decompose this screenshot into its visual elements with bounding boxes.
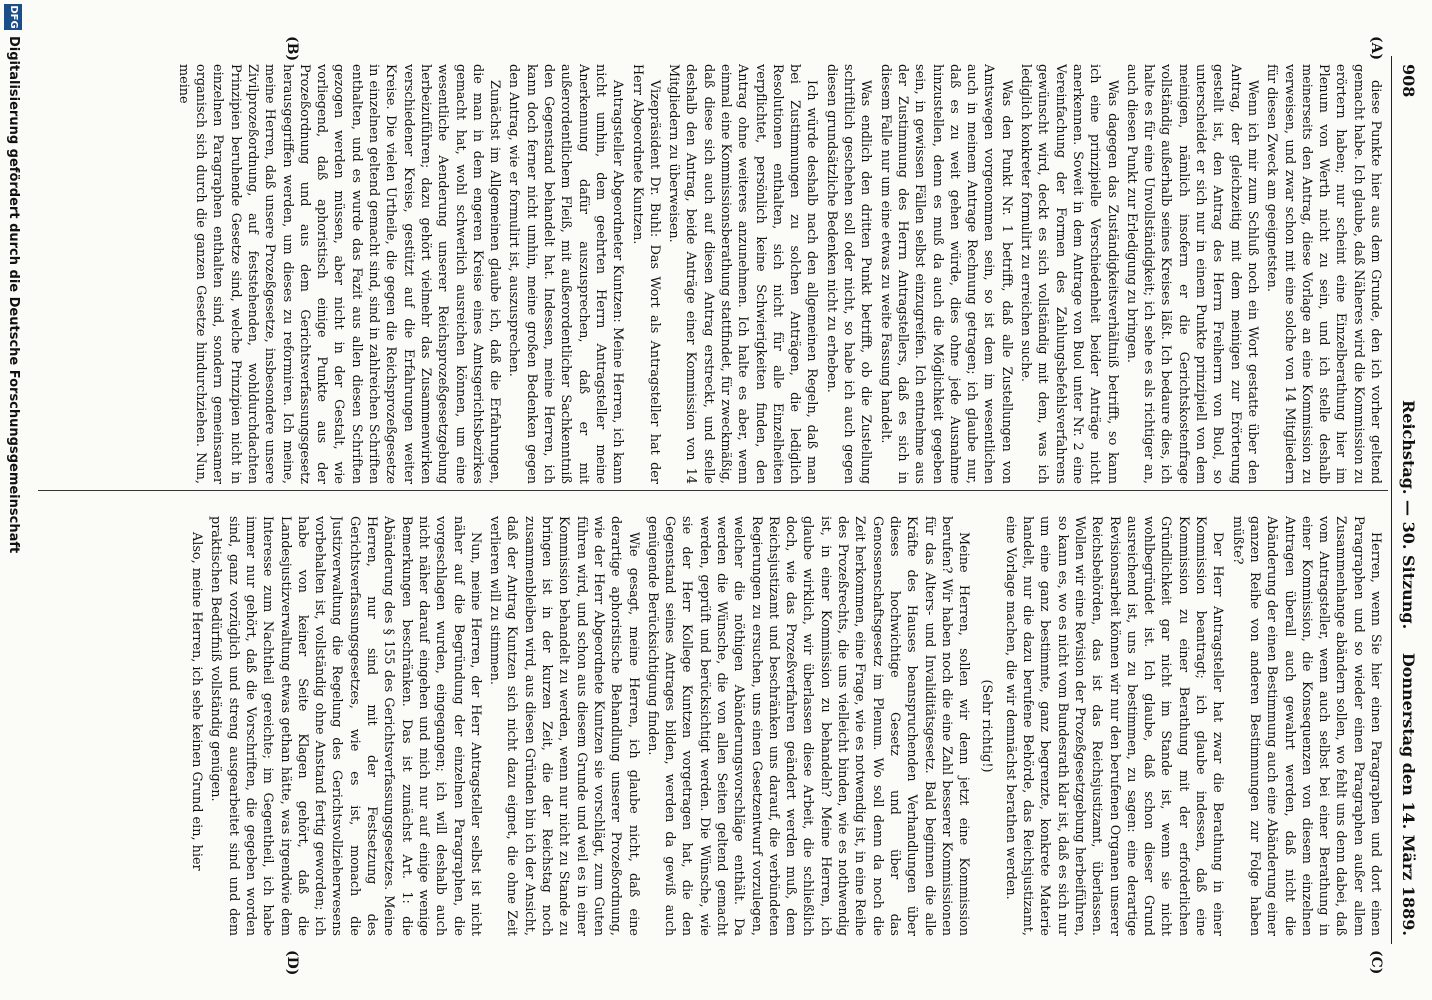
marker-b: (B) <box>284 36 300 62</box>
dfg-logo: DFG <box>4 4 22 30</box>
paragraph: Was dagegen das Zuständigkeitsverhältniß betrifft, so kann ich eine prinzipielle Verschiedenheit beider Anträge nicht anerkennen. Soweit in dem Antrage von Buol unter Nr. 2 eine Vereinfachung der Formen des Zahlungsbefehlsverfahrens gewünscht wird, deckt es sich vollständig mit dem, was ich lediglich konkreter formulirt zu erreichen suche. <box>1018 64 1120 484</box>
paragraph: Wie gesagt, meine Herren, ich glaube nicht, daß eine derartige aphoristische Behandlung unserer Prozeßordnung, wie der Herr Abgeordnete Kuntzen sie vorschlägt, zum Guten führen wird, und schon aus diesem Grunde und weil es in einer Kommission behandelt zu werden, wenn nur nicht zu Stande zu bringen ist in der kurzen Zeit, die der Reichstag noch zusammenbleiben wird, aus diesen Gründen bin ich der Ansicht, daß der Antrag Kuntzen sich nicht dazu eignet, die ohne Zeit verlieren will zu stimmen. <box>487 516 641 936</box>
column-divider <box>38 490 1388 491</box>
paragraph: Ich würde deshalb nach den allgemeinen Regeln, daß man bei Zustimmungen zu solchen Anträgen, die lediglich Resolutionen enthalten, sich nicht für alle Einzelheiten verpflichtet, persönlich keine Schwierigkeiten finden, den Antrag ohne weiteres anzunehmen. Ich halte es aber, wenn einmal eine Kommissionsberathung stattfindet, für zweckmäßig, daß diese sich auch auf diesen Antrag erstreckt, und stelle deshalb den Antrag, beide Anträge einer Kommission von 14 Mitgliedern zu überweisen. <box>666 64 820 484</box>
paragraph: Nun, meine Herren, der Herr Antragsteller selbst ist nicht näher auf die Begründung der einzelnen Paragraphen, die vorgeschlagen wurden, eingegangen; ich will deshalb auch nicht näher darauf eingehen und mich nur auf einige wenige Bemerkungen beschränken. Das ist zunächst Art. 1: die Abänderung des § 155 des Gerichtsverfassungsgesetzes. Meine Herren, nur sind mit der Festsetzung des Gerichtsverfassungsgesetzes, wie es ist, monach die Justizverwaltung die Regelung des Gerichtsvollzieherwesens vorbehalten ist, vollständig ohne Anstand fertig geworden; ich habe von keiner Seite Klagen gehört, daß die Landesjustizverwaltung etwas gethan hätte, was irgendwie dem Interesse zum Nachtheil gereichte; im Gegentheil, ich habe immer nur gehört, daß die Vorschriften, die gegeben worden sind, ganz vorzüglich und streng ausgearbeitet sind und dem praktischen Bedürfniß vollständig genügen. <box>208 516 483 936</box>
paragraph: Meine Herren, sollen wir denn jetzt eine Kommission berufen? Wir haben noch die eine Zahl besserer Kommissionen für das Alters- und Invaliditätsgesetz. Bald beginnen die alle Kräfte des Hauses beanspruchenden Verhandlungen über dieses hochwichtige Gesetz und über das Genossenschaftsgesetz im Plenum. Wo soll denn da noch die Zeit herkommen, eine Frage, wie es notwendig ist, in eine Reihe des Prozeßrechts, die uns vielleicht binden, wie es nothwendig ist, in einer Kommission zu behandeln? Meine Herren, ich glaube wirklich, wir überlassen diese Arbeit, die schließlich doch, wie das Prozeßverfahren geändert werden muß, dem Reichsjustizamt und beschränken uns darauf, die verbündeten Regierungen zu ersuchen, uns einen Gesetzentwurf vorzulegen, welcher die nöthigen Abänderungsvorschläge enthält. Da werden die Wünsche, die von allen Seiten geltend gemacht werden, geprüft und berücksichtigt werden. Die Wünsche, wie sie der Herr Kollege Kuntzen vorgetragen hat, die den Gegenstand seines Antrages bilden, werden da gewiß auch genügende Berücksichtigung finden. <box>644 516 972 936</box>
paragraph: Zunächst im Allgemeinen glaube ich, daß die Erfahrungen, die man in dem engeren Kreise eines Amtsgerichtsbezirkes gemacht hat, wohl schwerlich ausreichen können, um eine wesentliche Aenderung unserer Reichsprozeßgesetzgebung herbeizuführen; dazu gehört vielmehr das Zusammenwirken verschiedener Kreise, gestützt auf die Erfahrungen weiter Kreise. Die vielen Urtheile, die gegen die Reichsprozeßgesetze in einzelnen geltend gemacht sind, sind in zahlreichen Schriften enthalten, und es wurde das Fazit aus allen diesen Schriften gezogen werden müssen, aber nicht in der Gestalt, wie vorliegend, daß aphoristisch einige Punkte aus der Prozeßordnung und aus dem Gerichtsverfassungsgesetz herausgegriffen werden, um dieses zu reformiren. Ich meine, meine Herren, daß unsere Prozeßgesetze, insbesondere unsere Zivilprozeßordnung, auf feststehenden, wohldurchdachten Prinzipien beruhende Gesetze sind, welche Prinzipien nicht in einzelnen Paragraphen enthalten sind, sondern gemeinsamer organisch sich durch die ganzen Gesetze hindurchziehen. Nun, meine <box>175 64 503 484</box>
interjection: (Sehr richtig!) <box>979 679 995 773</box>
paragraph: Was endlich den dritten Punkt betrifft, ob die Zustellung schriftlich geschehen soll oder nicht, so habe ich auch gegen diesen grundsätzliche Bedenken nicht zu erheben. <box>823 64 874 484</box>
page-header <box>1394 60 1418 940</box>
paragraph: Herren, wenn Sie hier einen Paragraphen und dort einen Paragraphen und so wieder einen Paragraphen außer allem Zusammenhange abändern sollen, wo fehlt uns denn dabei, daß vom Antragsteller, wenn auch selbst bei einer Berathung in einer Kommission, die Konsequenzen von diesem einzelnen Antragen überall auch gewahrt werden, daß nicht die Abänderung der einen Bestimmung auch eine Abänderung einer ganzen Reihe von anderen Bestimmungen zur Folge haben müßte? <box>1229 516 1383 936</box>
page-number: 908 <box>1399 64 1418 98</box>
digitization-credit: Digitalisierung gefördert durch die Deutsche Forschungsgemeinschaft <box>6 36 21 554</box>
page-footer <box>0 0 26 1000</box>
marker-a: (A) <box>1368 36 1384 61</box>
marker-c: (C) <box>1368 950 1384 975</box>
paragraph: diese Punkte hier aus dem Grunde, den ich vorher geltend gemacht habe. Ich glaube, daß Näheres wird die Kommission zu erörtern haben; nur scheint eine Einzelberathung hier im Plenum von Werth nicht zu sein, und ich stelle deshalb meinerseits den Antrag, diese Vorlage an eine Kommission zu verweisen, und zwar schon mit eine solche von 14 Mitgliedern für diesen Zweck am geeignetsten. <box>1264 64 1383 484</box>
session-date: Donnerstag den 14. März 1889. <box>1399 652 1418 936</box>
paragraph: Also, meine Herren, ich sehe keinen Grund ein, hier <box>189 532 205 871</box>
paragraph: Antragsteller Abgeordneter Kuntzen: Meine Herren, ich kann nicht umhin, dem geehrten Herrn Antragsteller meine Anerkennung dafür auszusprechen, daß er mit außerordentlichem Fleiß, mit außerordentlicher Sachkenntniß den Gegenstand behandelt hat. Indessen, meine Herren, ich kann doch ferner nicht umhin, meine großen Bedenken gegen den Antrag, wie er formulirt ist, auszusprechen. <box>506 64 626 484</box>
right-column <box>44 516 1384 936</box>
paragraph: Vizepräsident Dr. Buhl: Das Wort als Antragsteller hat der Herr Abgeordnete Kuntzen. <box>629 64 662 484</box>
marker-d: (D) <box>284 950 300 976</box>
session-title: Reichstag. — 30. Sitzung. <box>1399 400 1418 630</box>
paragraph: Der Herr Antragsteller hat zwar die Berathung in einer Kommission beantragt; ich glaube indessen, daß eine Kommission zu einer Berathung mit der erforderlichen Gründlichkeit gar nicht im Stande ist, wenn sie nicht wohlbegründet ist. Ich glaube, daß schon dieser Grund ausreichend ist, uns zu bestimmen, zu sagen: eine derartige Revisionsarbeit können wir nur den berufenen Organen unserer Reichsbehörden, das ist das Reichsjustizamt, überlassen. Wollen wir eine Revision der Prozeßgesetzgebung herbeiführen, so kann es, wo es nicht vom Bundesrath klar ist, daß es sich nur um eine ganz bestimmte, ganz begrenzte, konkrete Materie handelt, nur die dazu berufene Behörde, das Reichsjustizamt, eine Vorlage machen, die wir demnächst berathen werden. <box>1002 516 1226 936</box>
paragraph: Wenn ich mir zum Schluß noch ein Wort gestatte über den Antrag, der gleichzeitig mit dem meinigen zur Erörterung gestellt ist, den Antrag des Herrn Freiherrn von Buol, so unterscheidet er sich nur in einem Punkte prinzipiell von dem meinigen, nämlich insofern er die Gerichtskostenfrage vollständig außerhalb seines Kreises läßt. Ich bedaure dies, ich halte es für eine Unvollständigkeit; ich sehe es als richtiger an, auch diesen Punkt zur Erledigung zu bringen. <box>1123 64 1260 484</box>
left-column <box>44 64 1384 484</box>
header-rule <box>1391 56 1392 944</box>
paragraph: Was den Punkt Nr. 1 betrifft, daß alle Zustellungen von Amtswegen vorgenommen sein, so ist dem im wesentlichen auch in meinem Antrage Rechnung getragen; ich glaube nur, daß es zu weit gehen würde, dies ohne jede Ausnahme hinzustellen, denn es muß da auch die Möglichkeit gegeben sein, in gewissen Fällen selbst einzugreifen. Ich entnehme aus der Zustimmung des Herrn Antragstellers, daß es sich in diesem Falle nur um eine etwas zu weite Fassung handelt. <box>877 64 1014 484</box>
